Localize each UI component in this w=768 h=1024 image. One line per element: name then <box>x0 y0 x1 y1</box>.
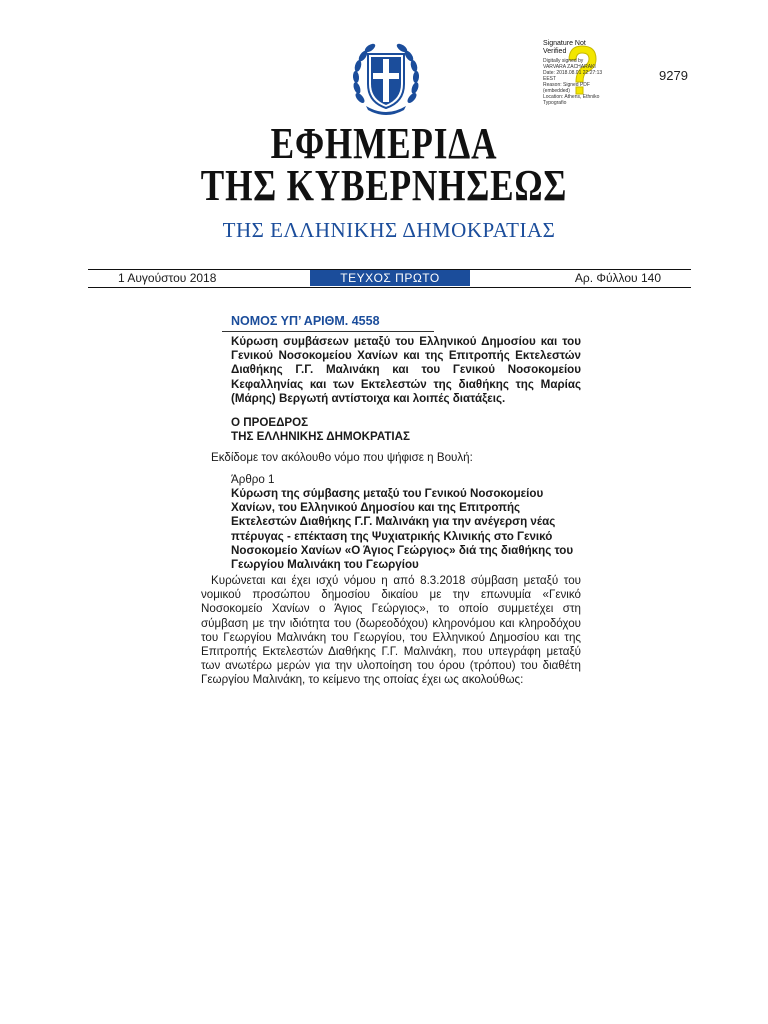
article-title: Κύρωση της σύμβασης μεταξύ του Γενικού Νοσοκομείου Χανίων, του Ελληνικού Δημοσίου και της Επιτροπής Εκτελεστών Διαθήκης Γ.Γ. Μαλινάκη για την ανέγερση νέας πτέρυγας - επέκταση της Ψυχιατρικής Κλινικής στο Γενικό Νοσοκομείο Χανίων «Ο Άγιος Γεώργιος» διά της διαθήκης του Γεωργίου Μαλινάκη του Γεωργίου <box>231 487 574 572</box>
page-number: 9279 <box>659 68 688 83</box>
signature-line: EEST <box>543 76 557 82</box>
masthead-subtitle: ΤΗΣ ΚΥΒΕΡΝΗΣΕΩΣ <box>200 161 568 210</box>
president-heading <box>231 416 581 444</box>
signature-details <box>543 58 607 106</box>
law-title-divider <box>222 331 434 332</box>
issue-date: 1 Αυγούστου 2018 <box>118 271 217 285</box>
signature-status: Signature Not Verified <box>543 40 586 55</box>
signature-line: (embedded) <box>543 88 570 94</box>
law-summary: Κύρωση συμβάσεων μεταξύ του Ελληνικού Δημοσίου και του Γενικού Νοσοκομείου Χανίων και της Επιτροπής Εκτελεστών Διαθήκης Γ.Γ. Μαλινάκη και του Γενικού Νοσοκομείου Κεφαλληνίας και των Εκτελεστών της διαθήκης της Μαρίας (Μάρης) Βεργωτή αντίστοιχα και λοιπές διατάξεις. <box>231 335 581 405</box>
coat-of-arms-icon <box>352 40 420 116</box>
sheet-label: Αρ. Φύλλου <box>574 271 638 285</box>
article-heading: Άρθρο 1 <box>231 473 275 486</box>
sheet-number <box>575 270 661 286</box>
law-title: ΝΟΜΟΣ ΥΠ’ ΑΡΙΘΜ. 4558 <box>231 314 380 328</box>
signature-line: Date: 2018.08.01 22:27:13 <box>543 70 603 76</box>
signature-line: Digitally signed by <box>543 58 584 64</box>
sheet-value: 140 <box>640 271 661 285</box>
signature-line: Typografio <box>543 100 567 106</box>
signature-line: Reason: Signed PDF <box>543 82 590 88</box>
issue-series: ΤΕΥΧΟΣ ΠΡΩΤΟ <box>310 270 470 286</box>
president-line: ΤΗΣ ΕΛΛΗΝΙΚΗΣ ΔΗΜΟΚΡΑΤΙΑΣ <box>231 430 410 444</box>
enactment-clause: Εκδίδομε τον ακόλουθο νόμο που ψήφισε η Βουλή: <box>211 451 473 464</box>
signature-line: Location: Athens, Ethniko <box>543 94 600 100</box>
article-body: Κυρώνεται και έχει ισχύ νόμου η από 8.3.2018 σύμβαση μεταξύ του νομικού προσώπου δημοσίου δικαίου με την επωνυμία «Γενικό Νοσοκομείο Χανίων ο Άγιος Γεώργιος», το οποίο συμμετέχει στη σύμβαση με την ιδιότητα του (δωρεοδόχου) κληρονόμου και κληροδόχου του Γεωργίου Μαλινάκη του Γεωργίου, του Ελληνικού Δημοσίου και της Επιτροπής Εκτελεστών Διαθήκης Γ.Γ. Μαλινάκη, που υπεγράφη μεταξύ των ανωτέρω μερών για την υλοποίηση του όρου (τρόπου) του διαθέτη Γεωργίου Μαλινάκη, το κείμενο της οποίας έχει ως ακολούθως: <box>201 574 581 687</box>
masthead-title: ΕΦΗΜΕΡΙΔΑ <box>270 119 498 168</box>
signature-line: VARVARA ZACHARAKI <box>543 64 596 70</box>
digital-signature-stamp[interactable] <box>543 40 623 106</box>
issue-bar <box>88 269 691 288</box>
masthead-republic: ΤΗΣ ΕΛΛΗΝΙΚΗΣ ΔΗΜΟΚΡΑΤΙΑΣ <box>222 218 556 242</box>
president-line: Ο ΠΡΟΕΔΡΟΣ <box>231 416 309 429</box>
